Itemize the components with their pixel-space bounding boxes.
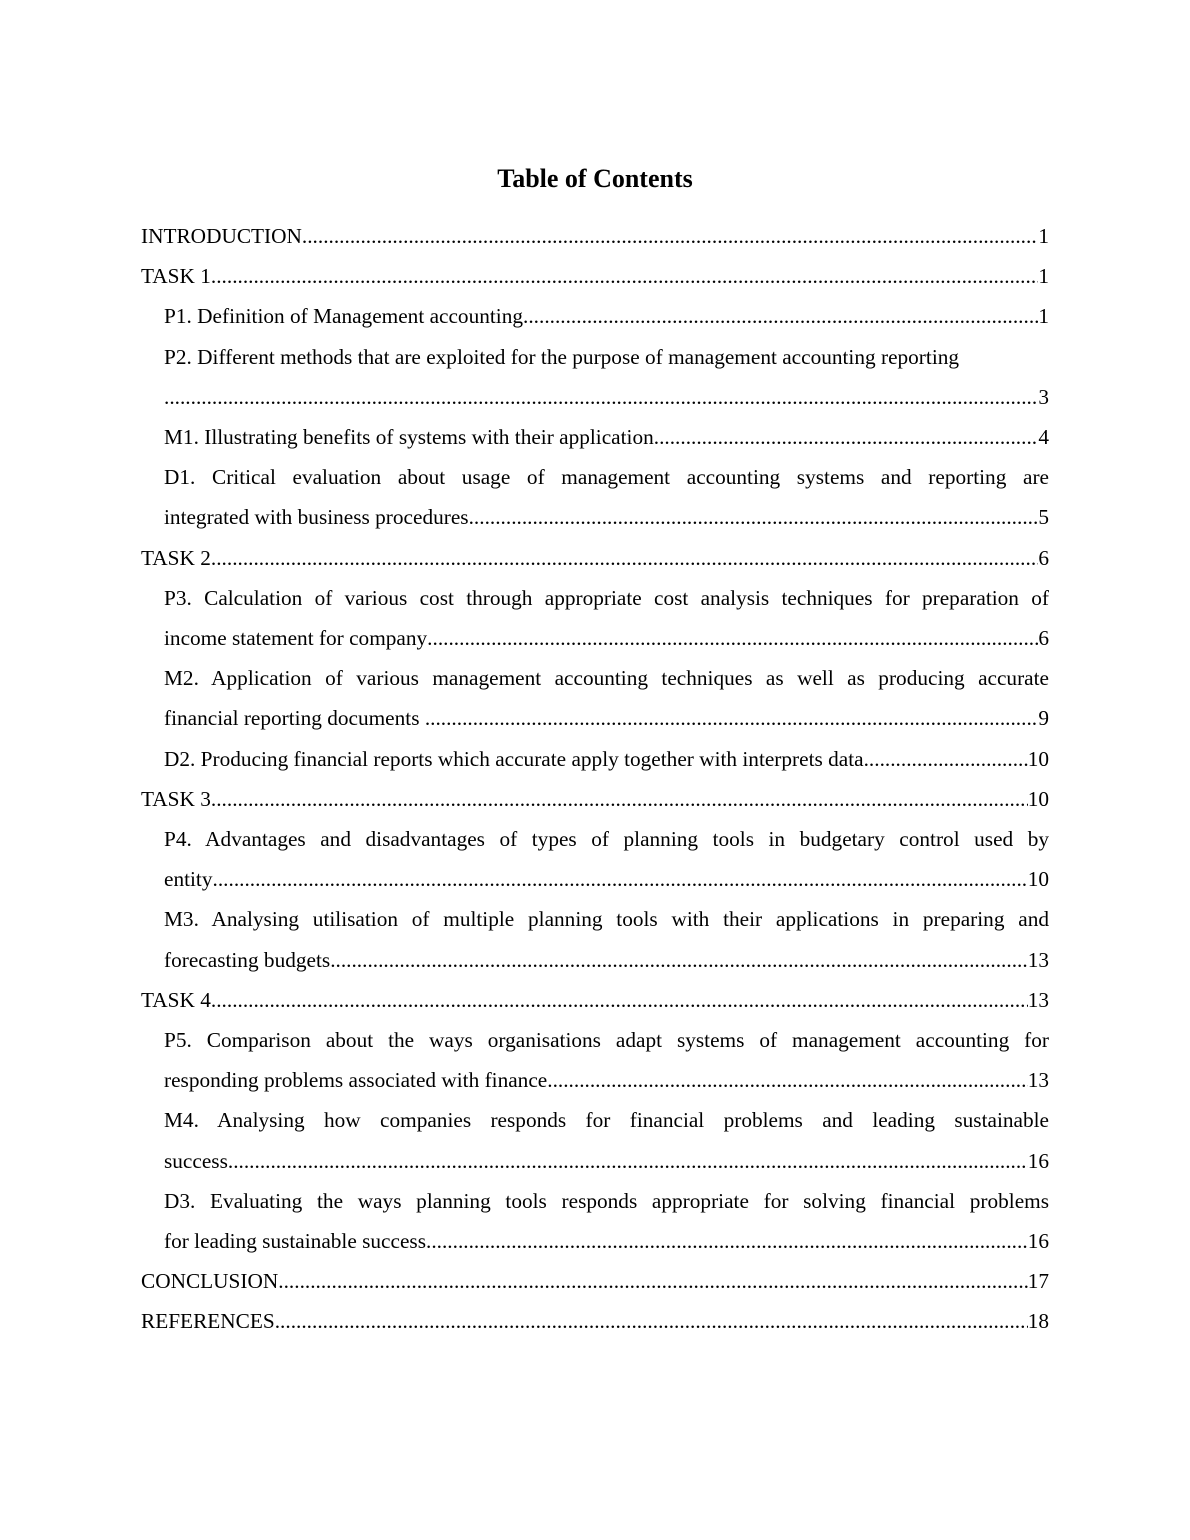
toc-entry-text: D2. Producing financial reports which accurate apply together with interprets data: [164, 746, 864, 771]
dot-leader: [330, 940, 1028, 980]
toc-entry-text: TASK 3: [141, 786, 211, 811]
toc-entry-m3[interactable]: [141, 899, 1049, 979]
toc-title: Table of Contents: [497, 164, 693, 193]
toc-entry-text: INTRODUCTION: [141, 224, 302, 248]
toc-page-number: 6: [1038, 626, 1049, 651]
toc-entry-text-line1: P2. Different methods that are exploited for the purpose of management accounting reporting: [164, 344, 960, 369]
dot-leader: [654, 417, 1039, 457]
toc-entry-text: financial reporting documents: [164, 706, 425, 731]
toc-page-number: 5: [1038, 505, 1049, 530]
dot-leader: [228, 1141, 1028, 1181]
toc-page-number: 3: [1038, 384, 1049, 409]
toc-entry-d1[interactable]: [141, 457, 1049, 537]
toc-entry-text: TASK 1: [141, 264, 211, 289]
toc-entry-text-line1: M3. Analysing utilisation of multiple planning tools with their applications in preparing and: [164, 907, 1049, 932]
toc-entry-d3[interactable]: [141, 1181, 1049, 1261]
toc-page-number: 10: [1027, 746, 1049, 771]
toc-page-number: 9: [1038, 706, 1049, 731]
toc-entry-text-line1: P4. Advantages and disadvantages of types of planning tools in budgetary control used by: [164, 827, 1049, 852]
toc-entry-text: success: [164, 1148, 228, 1173]
toc-page-number: 16: [1027, 1148, 1049, 1173]
toc-entry-task-3[interactable]: [141, 779, 1049, 819]
toc-page-number: 16: [1027, 1229, 1049, 1254]
table-of-contents: [141, 216, 1049, 1342]
toc-entry-p1[interactable]: [141, 296, 1049, 336]
toc-page-number: 1: [1038, 224, 1049, 248]
dot-leader: [427, 618, 1038, 658]
dot-leader: [278, 1261, 1027, 1301]
toc-page-number: 4: [1038, 425, 1049, 450]
toc-entry-text: for leading sustainable success: [164, 1229, 426, 1254]
toc-entry-text: income statement for company: [164, 626, 428, 651]
toc-page-number: 1: [1038, 304, 1049, 329]
dot-leader: [211, 256, 1038, 296]
toc-page-number: 1: [1038, 264, 1049, 289]
toc-page-number: 10: [1027, 867, 1049, 892]
dot-leader: [426, 1221, 1028, 1261]
toc-entry-text-line1: P3. Calculation of various cost through appropriate cost analysis techniques for preparation of: [164, 585, 1049, 610]
dot-leader: [211, 538, 1038, 578]
toc-entry-text: entity: [164, 867, 213, 892]
toc-entry-text: TASK 4: [141, 987, 211, 1012]
toc-entry-text: CONCLUSION: [141, 1269, 279, 1294]
toc-page-number: 17: [1027, 1269, 1049, 1294]
toc-entry-p3[interactable]: [141, 578, 1049, 658]
toc-entry-task-1[interactable]: [141, 256, 1049, 296]
toc-entry-references[interactable]: [141, 1301, 1049, 1341]
dot-leader: [523, 296, 1038, 336]
toc-entry-text: TASK 2: [141, 545, 211, 570]
toc-page-number: 13: [1027, 947, 1049, 972]
toc-page-number: 13: [1027, 987, 1049, 1012]
dot-leader: [864, 739, 1028, 779]
toc-entry-text: integrated with business procedures: [164, 505, 469, 530]
toc-entry-p4[interactable]: [141, 819, 1049, 899]
dot-leader: [211, 980, 1028, 1020]
toc-entry-text: REFERENCES: [141, 1309, 275, 1334]
toc-entry-task-4[interactable]: [141, 980, 1049, 1020]
toc-entry-text-line1: P5. Comparison about the ways organisations adapt systems of management accounting for: [164, 1028, 1049, 1053]
toc-entry-text: P1. Definition of Management accounting: [164, 304, 524, 329]
dot-leader: [302, 216, 1038, 256]
toc-entry-task-2[interactable]: [141, 538, 1049, 578]
toc-page-number: 6: [1038, 545, 1049, 570]
dot-leader: [425, 698, 1039, 738]
toc-entry-text: forecasting budgets: [164, 947, 331, 972]
dot-leader: [469, 497, 1039, 537]
toc-entry-m2[interactable]: [141, 658, 1049, 738]
toc-entry-introduction[interactable]: [141, 216, 1049, 256]
toc-page-number: 10: [1027, 786, 1049, 811]
toc-page-number: 13: [1027, 1068, 1049, 1093]
toc-entry-text-line1: D3. Evaluating the ways planning tools responds appropriate for solving financial problems: [164, 1188, 1049, 1213]
toc-page-number: 18: [1027, 1309, 1049, 1334]
toc-entry-p2[interactable]: [141, 337, 1049, 417]
dot-leader: [164, 377, 1038, 417]
toc-entry-text-line1: D1. Critical evaluation about usage of management accounting systems and reporting are: [164, 465, 1049, 490]
toc-entry-conclusion[interactable]: [141, 1261, 1049, 1301]
toc-entry-text-line1: M4. Analysing how companies responds for financial problems and leading sustainable: [164, 1108, 1049, 1133]
dot-leader: [211, 779, 1028, 819]
dot-leader: [275, 1301, 1028, 1341]
toc-entry-text-line1: M2. Application of various management accounting techniques as well as producing accurate: [164, 666, 1049, 691]
dot-leader: [547, 1060, 1027, 1100]
toc-entry-m1[interactable]: [141, 417, 1049, 457]
toc-entry-d2[interactable]: [141, 739, 1049, 779]
toc-entry-p5[interactable]: [141, 1020, 1049, 1100]
toc-entry-text: responding problems associated with finance: [164, 1068, 548, 1093]
toc-entry-m4[interactable]: [141, 1100, 1049, 1180]
dot-leader: [213, 859, 1028, 899]
toc-entry-text: M1. Illustrating benefits of systems with their application: [164, 425, 654, 450]
